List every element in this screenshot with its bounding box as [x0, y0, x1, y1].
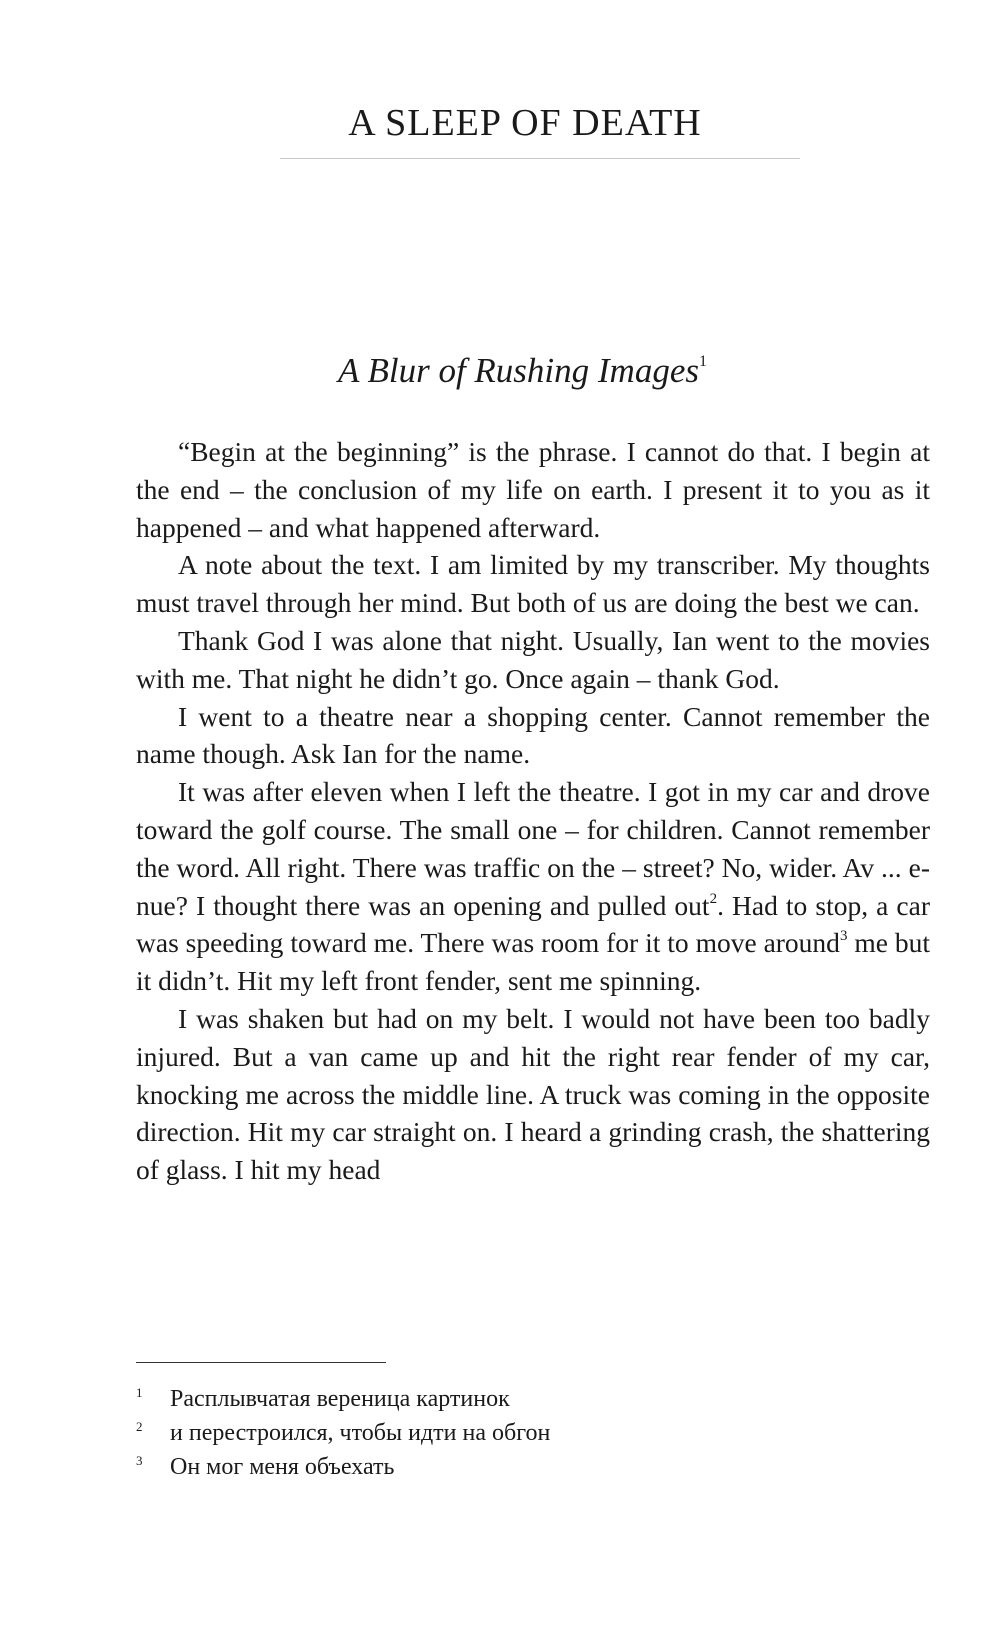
footnote-text: Расплывчатая вереница картинок: [170, 1386, 510, 1412]
paragraph: [136, 773, 930, 1000]
footnote-marker: 3: [839, 928, 848, 945]
running-title: A SLEEP OF DEATH: [348, 102, 702, 144]
footnote-rule: [136, 1362, 386, 1363]
body-text: [136, 433, 930, 1189]
paragraph: I went to a theatre near a shopping center. Cannot remember the name though. Ask Ian for the name.: [136, 700, 930, 770]
paragraph-text: me but it didn’t. Hit my left front fender, sent me spinning.: [136, 927, 930, 997]
chapter-title-text: A Blur of Rushing Images: [337, 351, 699, 390]
footnote-number: 3: [136, 1453, 143, 1468]
footnote: [136, 1416, 916, 1450]
paragraph: “Begin at the beginning” is the phrase. I cannot do that. I begin at the end – the conclusion of my life on earth. I present it to you as it happened – and what happened afterward.: [136, 436, 930, 543]
chapter-title: [0, 340, 1000, 393]
paragraph-text: . Had to stop, a car was speeding toward me. There was room for it to move around: [136, 889, 930, 959]
paragraph: A note about the text. I am limited by my transcriber. My thoughts must travel through her mind. But both of us are doing the best we can.: [136, 549, 930, 619]
footnote: [136, 1382, 916, 1416]
footnotes: [136, 1382, 916, 1484]
footnote-number: 1: [136, 1385, 143, 1400]
paragraph: I was shaken but had on my belt. I would not have been too badly injured. But a van came up and hit the right rear fender of my car, knocking me across the middle line. A truck was coming in the opposite direction. Hit my car straight on. I heard a grinding crash, the shattering of glass. I hit my head: [136, 1002, 930, 1186]
footnote-number: 2: [136, 1419, 143, 1434]
footnote-text: Он мог меня объехать: [170, 1454, 395, 1480]
paragraph-text: It was after eleven when I left the theatre. I got in my car and drove toward the golf course. The small one – for children. Cannot remember the word. All right. There was traffic on the – street? No, wider. Av ... e-nue? I thought there was an opening and pulled out: [136, 776, 930, 921]
footnote-text: и перестроился, чтобы идти на обгон: [170, 1420, 551, 1446]
footnote-marker: 2: [709, 890, 718, 907]
title-rule: [280, 158, 800, 159]
paragraph: Thank God I was alone that night. Usually, Ian went to the movies with me. That night he didn’t go. Once again – thank God.: [136, 624, 930, 694]
chapter-footnote-marker: 1: [699, 353, 707, 370]
footnote: [136, 1450, 916, 1484]
